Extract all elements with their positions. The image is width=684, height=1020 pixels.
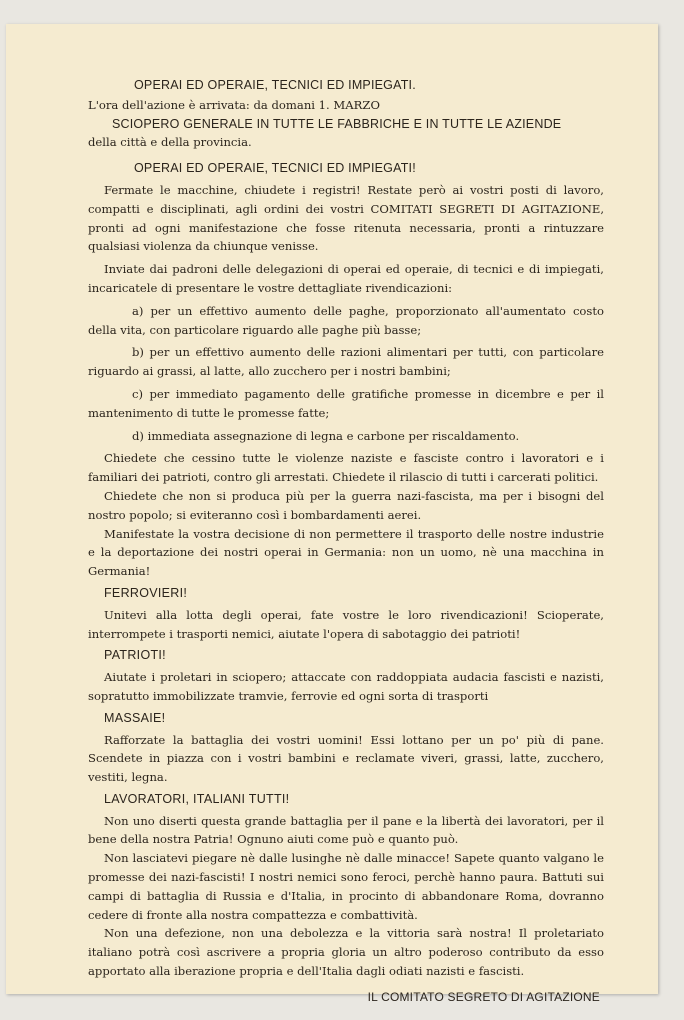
paragraph-battle: Non uno diserti questa grande battaglia per il pane e la libertà dei lavoratori, per il bene della nostra Patria! Ognuno aiuti come può e quanto può. bbox=[88, 813, 604, 847]
heading-workers: OPERAI ED OPERAIE, TECNICI ED IMPIEGATI. bbox=[134, 78, 416, 92]
paragraph-victory: Non una defezione, non una debolezza e la vittoria sarà nostra! Il proletariato italiano potrà così ascrivere a propria gloria un altro poderoso contributo da esso apportato alla iberazione propria e dell'Italia dagli odiati nazisti e fascisti. bbox=[88, 926, 604, 979]
leaflet-text bbox=[88, 76, 604, 1007]
paragraph-stop-machines: Fermate le macchine, chiudete i registri! Restate però ai vostri posti di lavoro, compatti e disciplinati, agli ordini dei vostri COMITATI SEGRETI DI AGITAZIONE, pronti ad ogni manifestazione che fosse ritenuta necessaria, pronti a rintuzzare qualsiasi violenza da chiunque venisse. bbox=[88, 182, 604, 254]
paragraph-violence: Chiedete che cessino tutte le violenze naziste e fasciste contro i lavoratori e i familiari dei patrioti, contro gli arrestati. Chiedete il rilascio di tutti i carcerati politici. bbox=[88, 451, 604, 485]
demand-item-a: a) per un effettivo aumento delle paghe, proporzionato all'aumentato costo della vita, con particolare riguardo alle paghe più basse; bbox=[88, 303, 604, 337]
intro-line: L'ora dell'azione è arrivata: da domani 1. MARZO bbox=[88, 97, 380, 112]
paragraph-housewives: Rafforzate la battaglia dei vostri uomini! Essi lottano per un po' più di pane. Scendete in piazza con i vostri bambini e reclamate viveri, grassi, latte, zucchero, vestiti, legna. bbox=[88, 732, 604, 785]
demand-item-d: d) immediata assegnazione di legna e carbone per riscaldamento. bbox=[132, 428, 520, 443]
demand-item-b: b) per un effettivo aumento delle razioni alimentari per tutti, con particolare riguardo ai grassi, al latte, allo zucchero per i nostri bambini; bbox=[88, 345, 604, 379]
city-line: della città e della provincia. bbox=[88, 135, 252, 150]
heading-patriots: PATRIOTI! bbox=[104, 648, 166, 663]
paragraph-deportation: Manifestate la vostra decisione di non permettere il trasporto delle nostre industrie e la deportazione dei nostri operai in Germania: non un uomo, nè una macchina in Germania! bbox=[88, 526, 604, 579]
general-strike-line: SCIOPERO GENERALE IN TUTTE LE FABBRICHE E IN TUTTE LE AZIENDE bbox=[112, 116, 562, 131]
paragraph-railwaymen: Unitevi alla lotta degli operai, fate vostre le loro rivendicazioni! Scioperate, interrompete i trasporti nemici, aiutate l'opera di sabotaggio dei patrioti! bbox=[88, 607, 604, 641]
heading-housewives: MASSAIE! bbox=[104, 710, 166, 725]
heading-workers-2: OPERAI ED OPERAIE, TECNICI ED IMPIEGATI! bbox=[134, 161, 416, 176]
signature: IL COMITATO SEGRETO DI AGITAZIONE bbox=[367, 989, 600, 1004]
paragraph-threats: Non lasciatevi piegare nè dalle lusinghe nè dalle minacce! Sapete quanto valgano le promesse dei nazi-fascisti! I nostri nemici sono feroci, perchè hanno paura. Battuti sui campi di battaglia di Russia e d'Italia, in procinto di abbandonare Roma, dovranno cedere di fronte alla nostra compattezza e combattività. bbox=[88, 851, 604, 922]
paragraph-production: Chiedete che non si produca più per la guerra nazi-fascista, ma per i bisogni del nostro popolo; si eviteranno così i bombardamenti aerei. bbox=[88, 488, 604, 522]
heading-all-italians: LAVORATORI, ITALIANI TUTTI! bbox=[104, 791, 290, 806]
demand-item-c: c) per immediato pagamento delle gratifiche promesse in dicembre e per il mantenimento di tutte le promesse fatte; bbox=[88, 386, 604, 420]
paragraph-patriots: Aiutate i proletari in sciopero; attaccate con raddoppiata audacia fascisti e nazisti, sopratutto immobilizzate tramvie, ferrovie ed ogni sorta di trasporti bbox=[88, 670, 604, 703]
paragraph-delegations: Inviate dai padroni delle delegazioni di operai ed operaie, di tecnici e di impiegati, incaricatele di presentare le vostre dettagliate rivendicazioni: bbox=[88, 262, 604, 295]
leaflet-page bbox=[6, 24, 658, 1004]
heading-railwaymen: FERROVIERI! bbox=[104, 585, 188, 600]
